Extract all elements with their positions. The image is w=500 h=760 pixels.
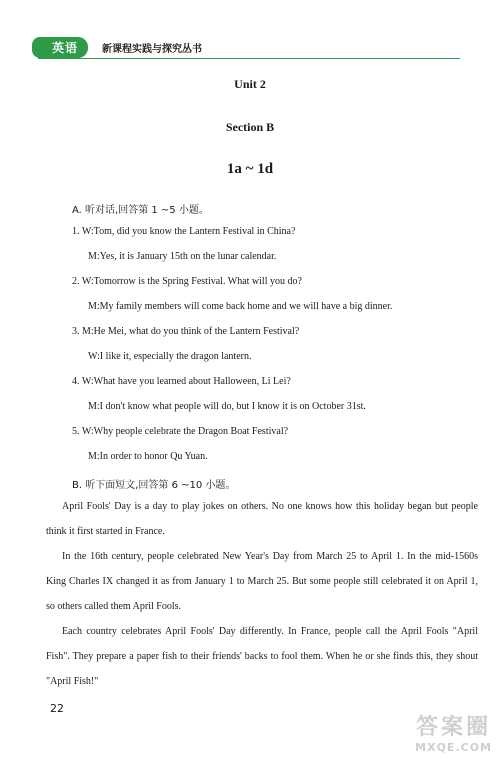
part-a-instruction: A. 听对话,回答第 1 ~5 小题。 <box>72 205 209 216</box>
passage-paragraph: In the 16th century, people celebrated New Year's Day from March 25 to April 1. In the mid-1560s King Charles IX changed it as from January 1 to March 25. But some people still celebrated it on April 1, so others called them April Fools. <box>46 551 478 612</box>
dialogue-line: M:I don't know what people will do, but I know it is on October 31st. <box>88 401 366 412</box>
header-rule <box>38 58 460 59</box>
section-title: Section B <box>225 120 275 134</box>
page-number: 22 <box>50 702 64 715</box>
dialogue-line: 1. W:Tom, did you know the Lantern Festival in China? <box>72 226 296 237</box>
dialogue-line: W:I like it, especially the dragon lantern. <box>88 351 252 362</box>
dialogue-line: 5. W:Why people celebrate the Dragon Boat Festival? <box>72 426 289 437</box>
watermark-cn: 答案圈 <box>416 715 492 740</box>
dialogue-line: 2. W:Tomorrow is the Spring Festival. What will you do? <box>72 276 302 287</box>
dialogue-line: 3. M:He Mei, what do you think of the Lantern Festival? <box>72 326 300 337</box>
watermark <box>415 710 492 754</box>
unit-title: Unit 2 <box>234 77 266 91</box>
dialogue-line: M:In order to honor Qu Yuan. <box>88 451 208 462</box>
series-title: 新课程实践与探究丛书 <box>102 43 203 55</box>
dialogue-line: M:My family members will come back home and we will have a big dinner. <box>88 301 393 312</box>
subject-badge: 英语 <box>38 37 88 58</box>
dialogue-line: M:Yes, it is January 15th on the lunar calendar. <box>88 251 277 262</box>
part-b-instruction: B. 听下面短文,回答第 6 ~10 小题。 <box>72 480 236 491</box>
passage-paragraph: Each country celebrates April Fools' Day differently. In France, people call the April Fools "April Fish". They prepare a paper fish to their friends' backs to fool them. When he or she finds this, they shout "April Fish!" <box>46 626 478 687</box>
page-header <box>38 36 202 58</box>
watermark-en: MXQE.COM <box>415 741 492 754</box>
passage <box>46 494 478 694</box>
dialogue-line: 4. W:What have you learned about Halloween, Li Lei? <box>72 376 291 387</box>
lesson-title: 1a ~ 1d <box>226 161 274 177</box>
passage-paragraph: April Fools' Day is a day to play jokes on others. No one knows how this holiday began but people think it first started in France. <box>46 501 478 537</box>
